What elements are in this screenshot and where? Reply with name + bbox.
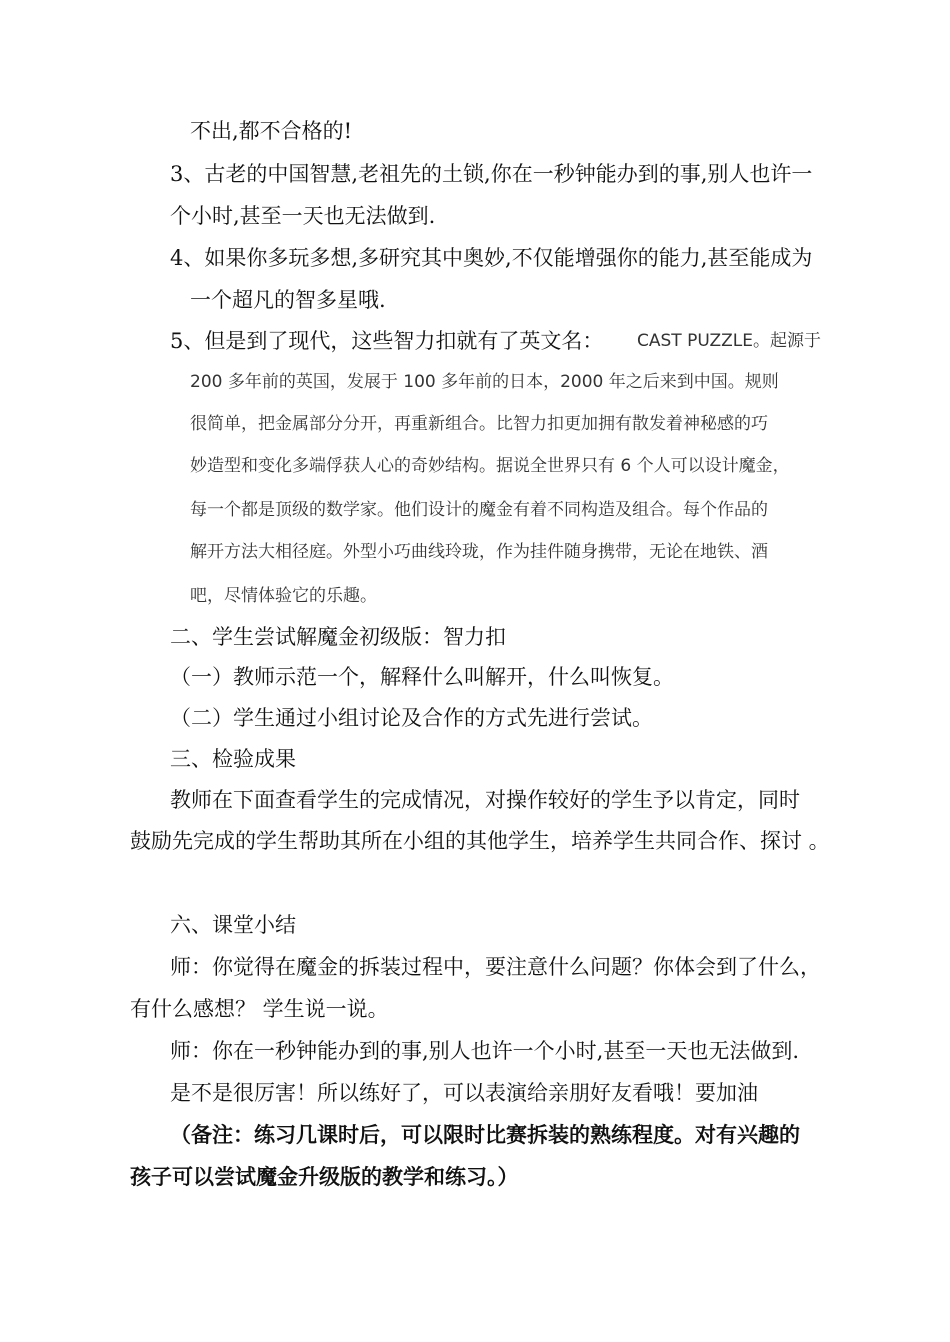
text-line: 师：你觉得在魔金的拆装过程中，要注意什么问题？你体会到了什么， bbox=[170, 955, 821, 979]
text-line: 有什么感想？ 学生说一说。 bbox=[130, 997, 389, 1021]
section-heading: 六、课堂小结 bbox=[170, 913, 296, 937]
text-line: 每一个都是顶级的数学家。他们设计的魔金有着不同构造及组合。每个作品的 bbox=[190, 500, 768, 520]
text-line: 个小时,甚至一天也无法做到. bbox=[170, 204, 436, 228]
text-line: 不出,都不合格的! bbox=[190, 119, 353, 143]
text-line: （一）教师示范一个，解释什么叫解开，什么叫恢复。 bbox=[170, 665, 674, 689]
text-line: （二）学生通过小组讨论及合作的方式先进行尝试。 bbox=[170, 706, 653, 730]
text-line: 4、如果你多玩多想,多研究其中奥妙,不仅能增强你的能力,甚至能成为 bbox=[170, 246, 813, 270]
text-line: 妙造型和变化多端俘获人心的奇妙结构。据说全世界只有 6 个人可以设计魔金， bbox=[190, 456, 790, 476]
text-line: CAST PUZZLE。起源于 bbox=[637, 331, 821, 351]
text-line: 是不是很厉害！所以练好了，可以表演给亲朋好友看哦！要加油 bbox=[170, 1081, 758, 1105]
note-line: （备注：练习几课时后，可以限时比赛拆装的熟练程度。对有兴趣的 bbox=[170, 1122, 800, 1147]
text-line: 很简单，把金属部分分开，再重新组合。比智力扣更加拥有散发着神秘感的巧 bbox=[190, 414, 768, 434]
section-heading: 二、学生尝试解魔金初级版：智力扣 bbox=[170, 625, 506, 649]
text-line: 鼓励先完成的学生帮助其所在小组的其他学生，培养学生共同合作、探讨 。 bbox=[130, 829, 830, 853]
text-line: 吧，尽情体验它的乐趣。 bbox=[190, 586, 377, 606]
text-line: 200 多年前的英国，发展于 100 多年前的日本，2000 年之后来到中国。规则 bbox=[190, 372, 779, 392]
text-line: 3、古老的中国智慧,老祖先的土锁,你在一秒钟能办到的事,别人也许一 bbox=[170, 162, 813, 186]
text-line: 师：你在一秒钟能办到的事,别人也许一个小时,甚至一天也无法做到. bbox=[170, 1039, 800, 1063]
text-line: 5、但是到了现代，这些智力扣就有了英文名： bbox=[170, 329, 604, 353]
note-line: 孩子可以尝试魔金升级版的教学和练习。） bbox=[130, 1164, 519, 1189]
text-line: 解开方法大相径庭。外型小巧曲线玲珑，作为挂件随身携带，无论在地铁、酒 bbox=[190, 542, 768, 562]
text-line: 教师在下面查看学生的完成情况，对操作较好的学生予以肯定，同时 bbox=[170, 788, 800, 812]
section-heading: 三、检验成果 bbox=[170, 747, 296, 771]
text-line: 一个超凡的智多星哦. bbox=[190, 288, 386, 312]
